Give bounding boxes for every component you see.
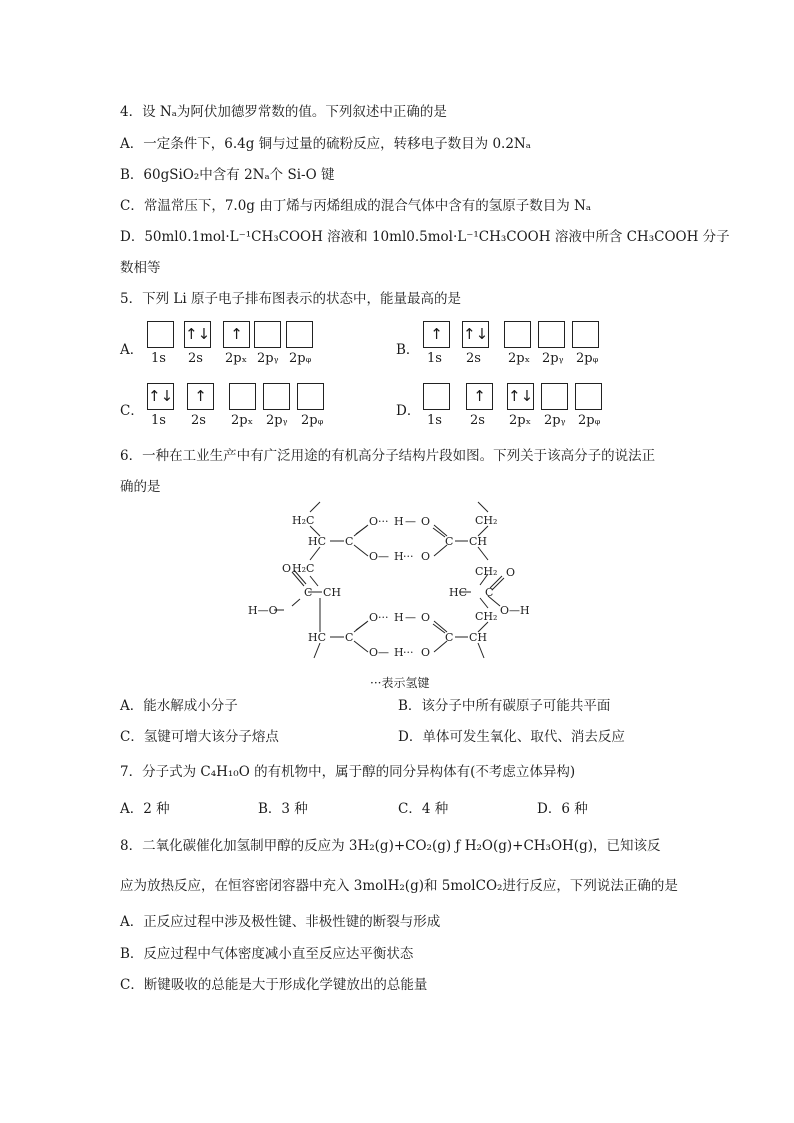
orbital-box: ↑↓ — [184, 321, 211, 348]
q7-stem: 7．分子式为 C₄H₁₀O 的有机物中，属于醇的同分异构体有(不考虑立体异构) — [120, 764, 576, 780]
atom-label: O — [421, 611, 431, 624]
atom-label: H₂C — [292, 514, 315, 527]
hbond-dots: ··· — [403, 646, 414, 659]
q4-stem: 4．设 Nₐ为阿伏加德罗常数的值。下列叙述中正确的是 — [120, 104, 447, 120]
bond-dash: — — [378, 646, 389, 659]
q8-option-a: A．正反应过程中涉及极性键、非极性键的断裂与形成 — [120, 914, 441, 930]
atom-label: HC — [449, 586, 468, 599]
q6-stem-line1: 6．一种在工业生产中有广泛用途的有机高分子结构片段如图。下列关于该高分子的说法正 — [120, 448, 656, 464]
orbital-label: 1s — [427, 351, 442, 366]
orbital-label: 2s — [470, 413, 485, 428]
orbital-label: 1s — [427, 413, 442, 428]
orbital-label: 2pₓ — [231, 413, 254, 428]
orbital-label: 2s — [188, 351, 203, 366]
orbital-box — [297, 383, 324, 410]
atom-label: CH — [469, 535, 488, 548]
orbital-box — [575, 383, 602, 410]
atom-label: CH₂ — [475, 610, 498, 623]
orbital-box: ↑↓ — [462, 321, 489, 348]
atom-label: O — [369, 611, 379, 624]
q4-option-d-line1: D．50ml0.1mol·L⁻¹CH₃COOH 溶液和 10ml0.5mol·L⁻¹CH₃COOH 溶液中所含 CH₃COOH 分子 — [120, 229, 730, 245]
orbital-label: 1s — [151, 413, 166, 428]
atom-label: O — [282, 562, 292, 575]
q5-label-d: D． — [396, 403, 421, 419]
atom-label: HC — [308, 631, 327, 644]
atom-label: C — [445, 535, 454, 548]
q6-stem-line2: 确的是 — [120, 479, 161, 495]
atom-label: H₂C — [292, 562, 315, 575]
q5-label-c: C． — [120, 403, 144, 419]
orbital-label: 2pₓ — [509, 413, 532, 428]
q7-option-c: C．4 种 — [398, 801, 449, 817]
atom-label: H — [394, 550, 404, 563]
atom-label: C — [445, 631, 454, 644]
orbital-box: ↑ — [187, 383, 214, 410]
orbital-box: ↑ — [466, 383, 493, 410]
q4-option-c: C．常温常压下，7.0g 由丁烯与丙烯组成的混合气体中含有的氢原子数目为 Nₐ — [120, 198, 592, 214]
orbital-box — [263, 383, 290, 410]
q4-option-a: A．一定条件下，6.4g 铜与过量的硫粉反应，转移电子数目为 0.2Nₐ — [120, 136, 531, 152]
orbital-label: 1s — [151, 351, 166, 366]
atom-label: H — [394, 646, 404, 659]
orbital-label: 2pᵧ — [544, 413, 566, 428]
q7-option-b: B．3 种 — [258, 801, 308, 817]
hbond-dots: ··· — [378, 515, 389, 528]
orbital-label: 2pᵧ — [266, 413, 288, 428]
orbital-box — [229, 383, 256, 410]
atom-label: C — [485, 586, 494, 599]
orbital-box — [147, 321, 174, 348]
orbital-label: 2pᵩ — [578, 413, 601, 428]
atom-label: CH₂ — [475, 514, 498, 527]
hbond-dots: ··· — [378, 611, 389, 624]
hbond-note: ···表示氢键 — [370, 676, 430, 690]
q4-option-d-line2: 数相等 — [120, 260, 161, 276]
bond-dash: — — [378, 550, 389, 563]
orbital-label: 2pᵩ — [576, 351, 599, 366]
q8-option-b: B．反应过程中气体密度减小直至反应达平衡状态 — [120, 946, 414, 962]
q8-stem-line2: 应为放热反应，在恒容密闭容器中充入 3molH₂(g)和 5molCO₂进行反应，下列说法正确的是 — [120, 878, 678, 894]
q7-option-d: D．6 种 — [537, 801, 588, 817]
atom-label: C — [345, 535, 354, 548]
orbital-label: 2pₓ — [225, 351, 248, 366]
atom-label: O — [421, 550, 431, 563]
orbital-box — [504, 321, 531, 348]
orbital-box — [423, 383, 450, 410]
orbital-label: 2pᵩ — [301, 413, 324, 428]
atom-label: O — [369, 515, 379, 528]
bond-dash: — — [405, 611, 416, 624]
orbital-box: ↑ — [223, 321, 250, 348]
q8-option-c: C．断键吸收的总能是大于形成化学键放出的总能量 — [120, 977, 428, 993]
orbital-label: 2pᵧ — [257, 351, 279, 366]
q6-option-a: A．能水解成小分子 — [120, 698, 238, 714]
orbital-label: 2s — [466, 351, 481, 366]
q6-option-b: B．该分子中所有碳原子可能共平面 — [398, 698, 611, 714]
orbital-label: 2pᵧ — [542, 351, 564, 366]
q5-label-b: B． — [396, 342, 420, 358]
orbital-box — [541, 383, 568, 410]
atom-label: O — [369, 550, 379, 563]
atom-label: C — [304, 586, 313, 599]
atom-label: O — [369, 646, 379, 659]
orbital-box — [254, 321, 281, 348]
orbital-box — [572, 321, 599, 348]
atom-label: HC — [308, 535, 327, 548]
atom-label: CH₂ — [475, 565, 498, 578]
q8-stem-line1: 8．二氧化碳催化加氢制甲醇的反应为 3H₂(g)+CO₂(g) ƒ H₂O(g)+CH₃OH(g)，已知该反 — [120, 838, 661, 854]
q6-option-c: C．氢键可增大该分子熔点 — [120, 729, 279, 745]
orbital-box: ↑↓ — [147, 383, 174, 410]
atom-label: H — [394, 515, 404, 528]
bond-dash: — — [405, 515, 416, 528]
hbond-dots: ··· — [403, 550, 414, 563]
atom-label: O — [506, 566, 516, 579]
orbital-box — [286, 321, 313, 348]
atom-label: C — [345, 631, 354, 644]
atom-label: CH — [323, 586, 342, 599]
q5-stem: 5．下列 Li 原子电子排布图表示的状态中，能量最高的是 — [120, 291, 461, 307]
orbital-label: 2s — [191, 413, 206, 428]
q4-option-b: B．60gSiO₂中含有 2Nₐ个 Si-O 键 — [120, 167, 335, 183]
atom-label: O — [421, 646, 431, 659]
atom-label: CH — [469, 631, 488, 644]
atom-label: O — [421, 515, 431, 528]
orbital-label: 2pᵩ — [289, 351, 312, 366]
orbital-box: ↑ — [423, 321, 450, 348]
orbital-box: ↑↓ — [507, 383, 534, 410]
orbital-box — [538, 321, 565, 348]
atom-label: H — [394, 611, 404, 624]
orbital-label: 2pₓ — [508, 351, 531, 366]
polymer-structure-diagram — [244, 498, 554, 668]
q5-label-a: A． — [120, 342, 144, 358]
q6-option-d: D．单体可发生氧化、取代、消去反应 — [398, 729, 625, 745]
atom-label: H—O — [248, 604, 278, 617]
atom-label: O—H — [500, 604, 530, 617]
q7-option-a: A．2 种 — [120, 801, 170, 817]
